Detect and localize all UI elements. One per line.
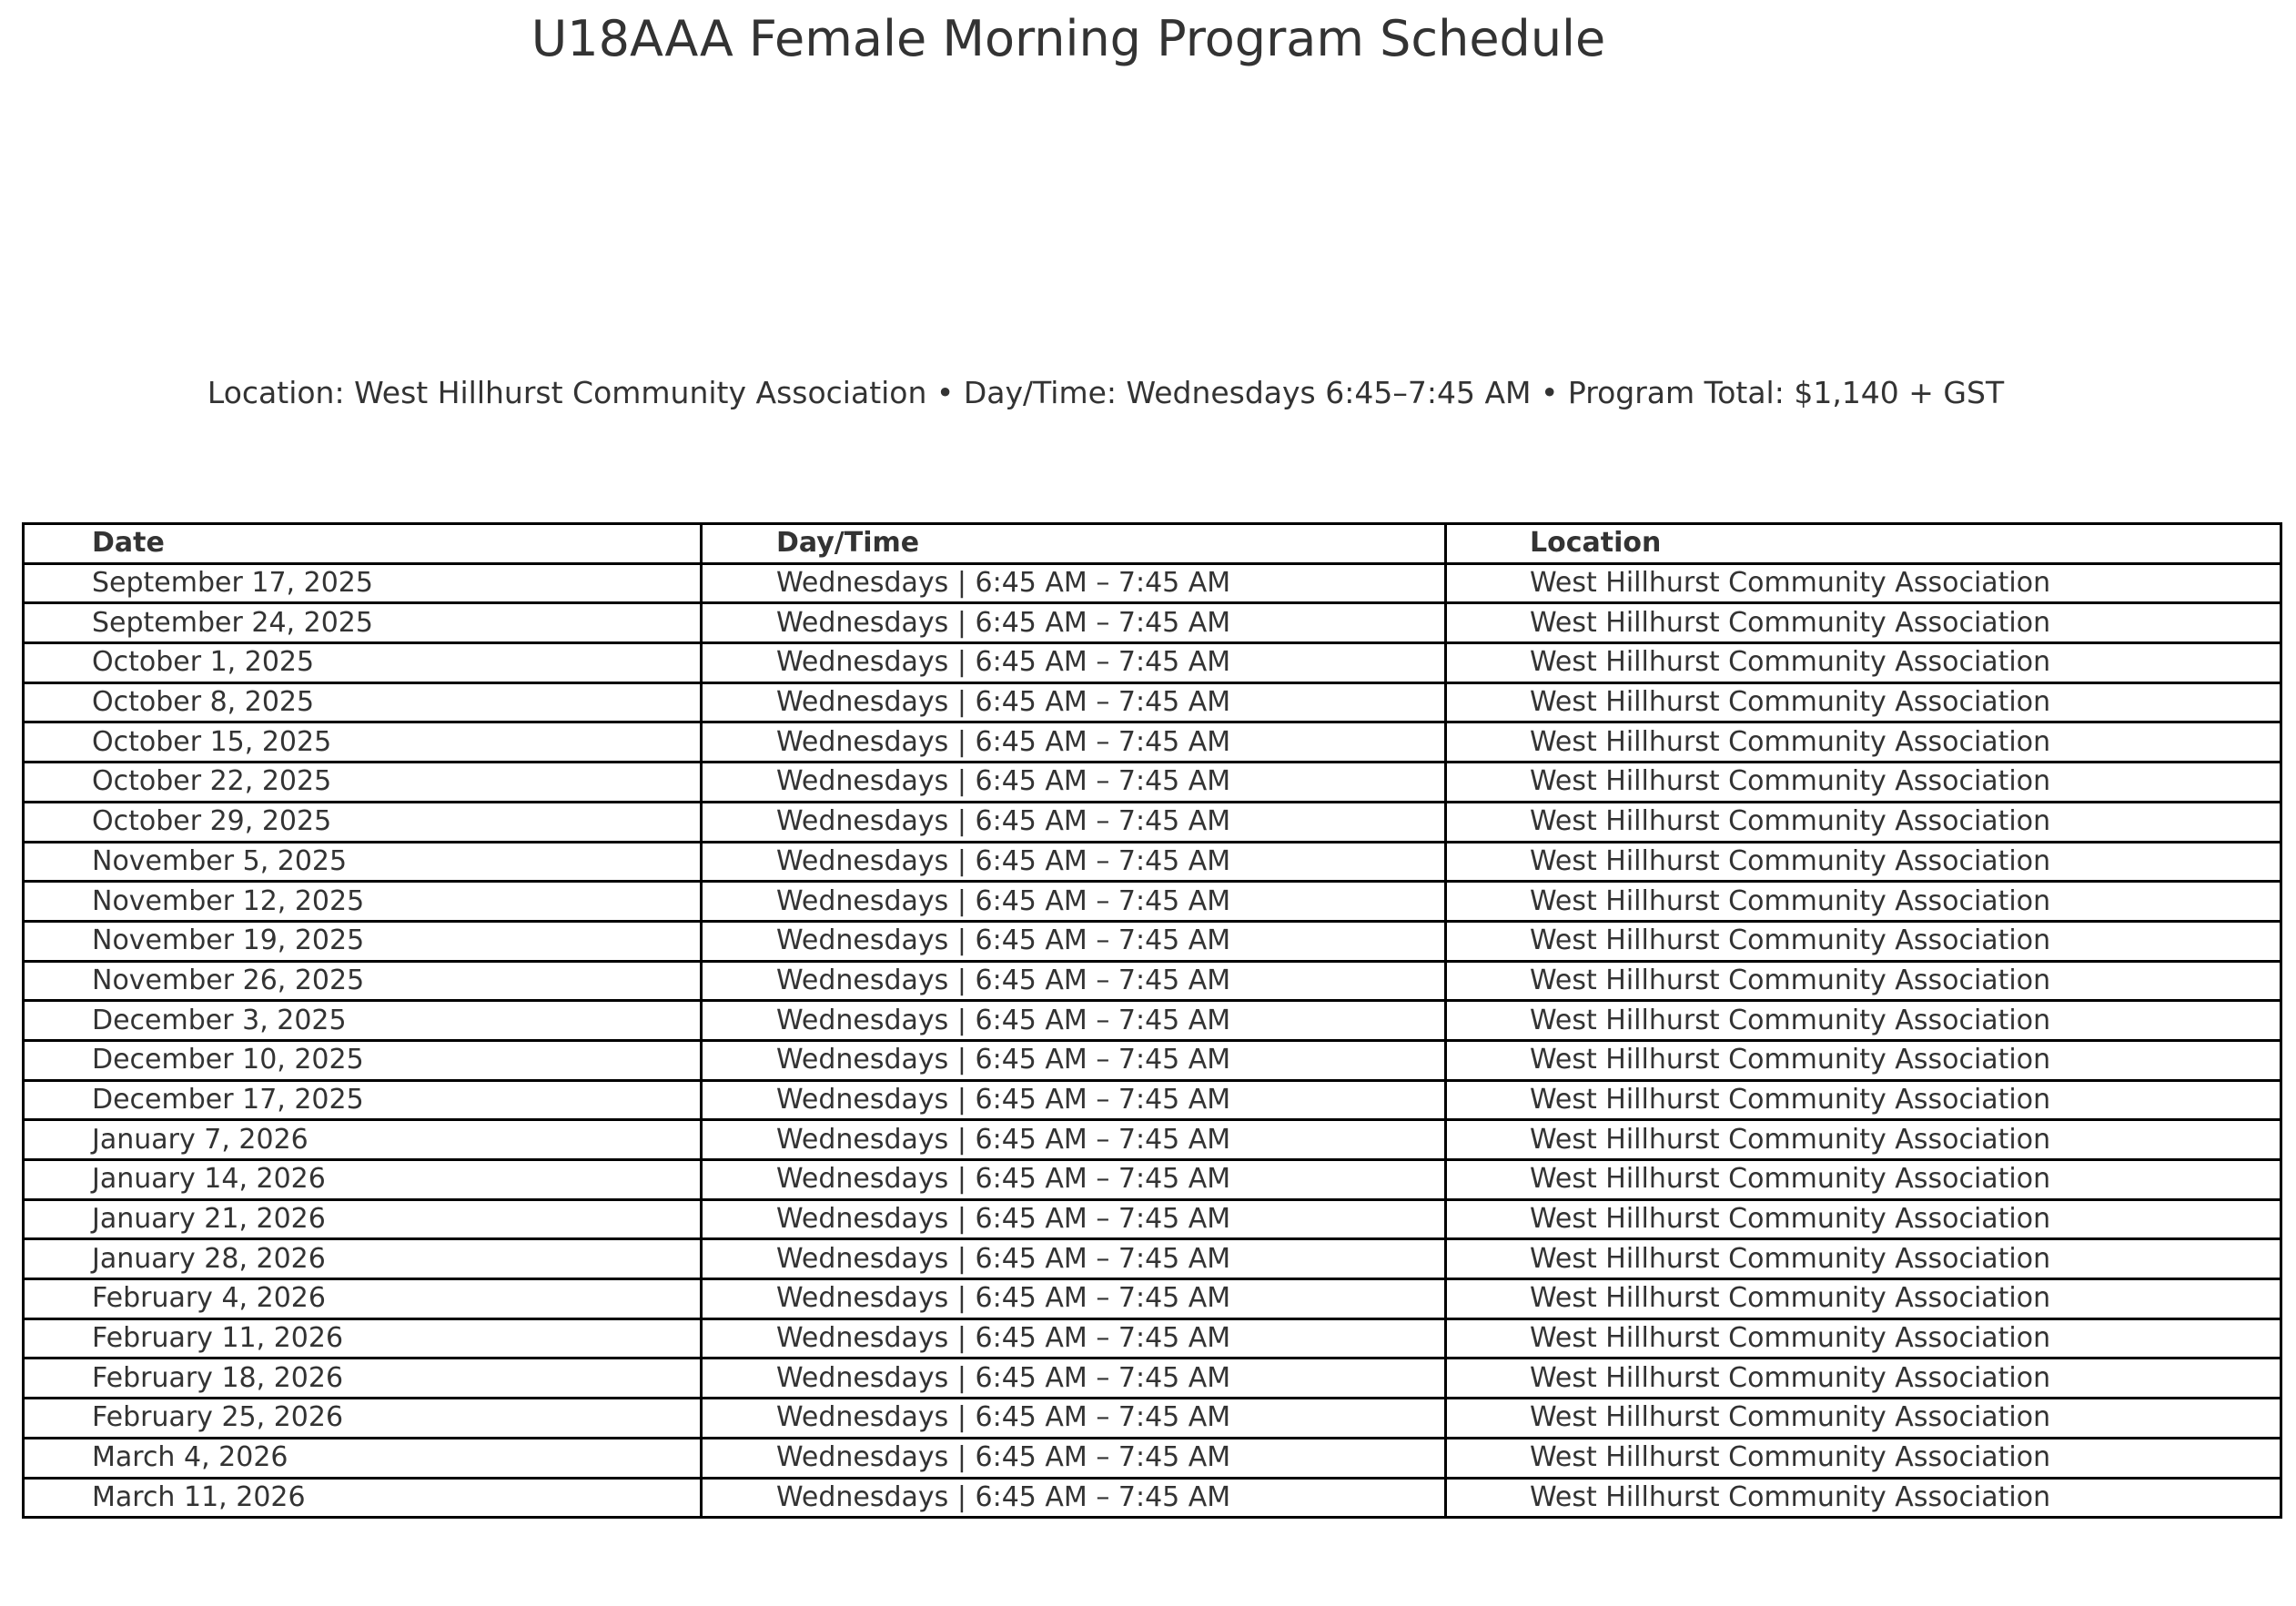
location-cell: West Hillhurst Community Association [1446, 643, 2281, 683]
column-header-location: Location [1446, 524, 2281, 564]
table-row [24, 882, 2281, 922]
day-time-cell: Wednesdays | 6:45 AM – 7:45 AM [702, 603, 1446, 643]
table-row [24, 1040, 2281, 1080]
location-cell: West Hillhurst Community Association [1446, 1399, 2281, 1439]
date-cell: February 4, 2026 [24, 1279, 702, 1319]
location-cell: West Hillhurst Community Association [1446, 1239, 2281, 1279]
date-cell: October 1, 2025 [24, 643, 702, 683]
table-row [24, 1359, 2281, 1399]
location-cell: West Hillhurst Community Association [1446, 1478, 2281, 1518]
page-title: U18AAA Female Morning Program Schedule [531, 10, 1606, 67]
location-cell: West Hillhurst Community Association [1446, 921, 2281, 961]
table-row [24, 1438, 2281, 1478]
day-time-cell: Wednesdays | 6:45 AM – 7:45 AM [702, 1478, 1446, 1518]
location-cell: West Hillhurst Community Association [1446, 1120, 2281, 1160]
location-cell: West Hillhurst Community Association [1446, 961, 2281, 1001]
date-cell: February 18, 2026 [24, 1359, 702, 1399]
table-row [24, 802, 2281, 842]
table-row [24, 1199, 2281, 1239]
day-time-cell: Wednesdays | 6:45 AM – 7:45 AM [702, 722, 1446, 763]
day-time-cell: Wednesdays | 6:45 AM – 7:45 AM [702, 882, 1446, 922]
date-cell: November 12, 2025 [24, 882, 702, 922]
date-cell: January 28, 2026 [24, 1239, 702, 1279]
day-time-cell: Wednesdays | 6:45 AM – 7:45 AM [702, 1279, 1446, 1319]
day-time-cell: Wednesdays | 6:45 AM – 7:45 AM [702, 563, 1446, 603]
day-time-cell: Wednesdays | 6:45 AM – 7:45 AM [702, 643, 1446, 683]
date-cell: November 26, 2025 [24, 961, 702, 1001]
location-cell: West Hillhurst Community Association [1446, 1199, 2281, 1239]
day-time-cell: Wednesdays | 6:45 AM – 7:45 AM [702, 1120, 1446, 1160]
date-cell: March 11, 2026 [24, 1478, 702, 1518]
day-time-cell: Wednesdays | 6:45 AM – 7:45 AM [702, 921, 1446, 961]
date-cell: February 25, 2026 [24, 1399, 702, 1439]
location-cell: West Hillhurst Community Association [1446, 763, 2281, 803]
table-row [24, 1160, 2281, 1200]
date-cell: October 22, 2025 [24, 763, 702, 803]
date-cell: September 17, 2025 [24, 563, 702, 603]
table-row [24, 1318, 2281, 1359]
program-summary: Location: West Hillhurst Community Association • Day/Time: Wednesdays 6:45–7:45 AM • Program Total: $1,140 + GST [207, 375, 2005, 410]
location-cell: West Hillhurst Community Association [1446, 1279, 2281, 1319]
table-row [24, 1080, 2281, 1120]
schedule-table [22, 522, 2282, 1519]
day-time-cell: Wednesdays | 6:45 AM – 7:45 AM [702, 1040, 1446, 1080]
day-time-cell: Wednesdays | 6:45 AM – 7:45 AM [702, 1199, 1446, 1239]
date-cell: October 29, 2025 [24, 802, 702, 842]
column-header-day-time: Day/Time [702, 524, 1446, 564]
table-row [24, 921, 2281, 961]
table-row [24, 603, 2281, 643]
day-time-cell: Wednesdays | 6:45 AM – 7:45 AM [702, 1160, 1446, 1200]
date-cell: October 8, 2025 [24, 682, 702, 722]
location-cell: West Hillhurst Community Association [1446, 842, 2281, 882]
date-cell: February 11, 2026 [24, 1318, 702, 1359]
date-cell: October 15, 2025 [24, 722, 702, 763]
day-time-cell: Wednesdays | 6:45 AM – 7:45 AM [702, 802, 1446, 842]
location-cell: West Hillhurst Community Association [1446, 1160, 2281, 1200]
table-row [24, 1399, 2281, 1439]
table-row [24, 563, 2281, 603]
day-time-cell: Wednesdays | 6:45 AM – 7:45 AM [702, 682, 1446, 722]
date-cell: November 5, 2025 [24, 842, 702, 882]
location-cell: West Hillhurst Community Association [1446, 802, 2281, 842]
date-cell: January 14, 2026 [24, 1160, 702, 1200]
table-row [24, 682, 2281, 722]
day-time-cell: Wednesdays | 6:45 AM – 7:45 AM [702, 763, 1446, 803]
table-row [24, 1001, 2281, 1041]
day-time-cell: Wednesdays | 6:45 AM – 7:45 AM [702, 1399, 1446, 1439]
day-time-cell: Wednesdays | 6:45 AM – 7:45 AM [702, 961, 1446, 1001]
date-cell: September 24, 2025 [24, 603, 702, 643]
day-time-cell: Wednesdays | 6:45 AM – 7:45 AM [702, 1001, 1446, 1041]
table-row [24, 722, 2281, 763]
location-cell: West Hillhurst Community Association [1446, 1318, 2281, 1359]
date-cell: November 19, 2025 [24, 921, 702, 961]
table-row [24, 1120, 2281, 1160]
table-row [24, 1239, 2281, 1279]
location-cell: West Hillhurst Community Association [1446, 1438, 2281, 1478]
location-cell: West Hillhurst Community Association [1446, 1359, 2281, 1399]
table-row [24, 842, 2281, 882]
location-cell: West Hillhurst Community Association [1446, 1040, 2281, 1080]
location-cell: West Hillhurst Community Association [1446, 882, 2281, 922]
date-cell: December 3, 2025 [24, 1001, 702, 1041]
table-row [24, 643, 2281, 683]
day-time-cell: Wednesdays | 6:45 AM – 7:45 AM [702, 1239, 1446, 1279]
location-cell: West Hillhurst Community Association [1446, 563, 2281, 603]
location-cell: West Hillhurst Community Association [1446, 603, 2281, 643]
location-cell: West Hillhurst Community Association [1446, 682, 2281, 722]
location-cell: West Hillhurst Community Association [1446, 722, 2281, 763]
location-cell: West Hillhurst Community Association [1446, 1080, 2281, 1120]
table-header-row [24, 524, 2281, 564]
table-row [24, 961, 2281, 1001]
column-header-date: Date [24, 524, 702, 564]
day-time-cell: Wednesdays | 6:45 AM – 7:45 AM [702, 842, 1446, 882]
schedule-table-body [24, 563, 2281, 1518]
date-cell: December 10, 2025 [24, 1040, 702, 1080]
table-row [24, 1478, 2281, 1518]
table-row [24, 763, 2281, 803]
day-time-cell: Wednesdays | 6:45 AM – 7:45 AM [702, 1080, 1446, 1120]
table-row [24, 1279, 2281, 1319]
location-cell: West Hillhurst Community Association [1446, 1001, 2281, 1041]
date-cell: March 4, 2026 [24, 1438, 702, 1478]
day-time-cell: Wednesdays | 6:45 AM – 7:45 AM [702, 1318, 1446, 1359]
day-time-cell: Wednesdays | 6:45 AM – 7:45 AM [702, 1359, 1446, 1399]
date-cell: December 17, 2025 [24, 1080, 702, 1120]
date-cell: January 21, 2026 [24, 1199, 702, 1239]
day-time-cell: Wednesdays | 6:45 AM – 7:45 AM [702, 1438, 1446, 1478]
date-cell: January 7, 2026 [24, 1120, 702, 1160]
